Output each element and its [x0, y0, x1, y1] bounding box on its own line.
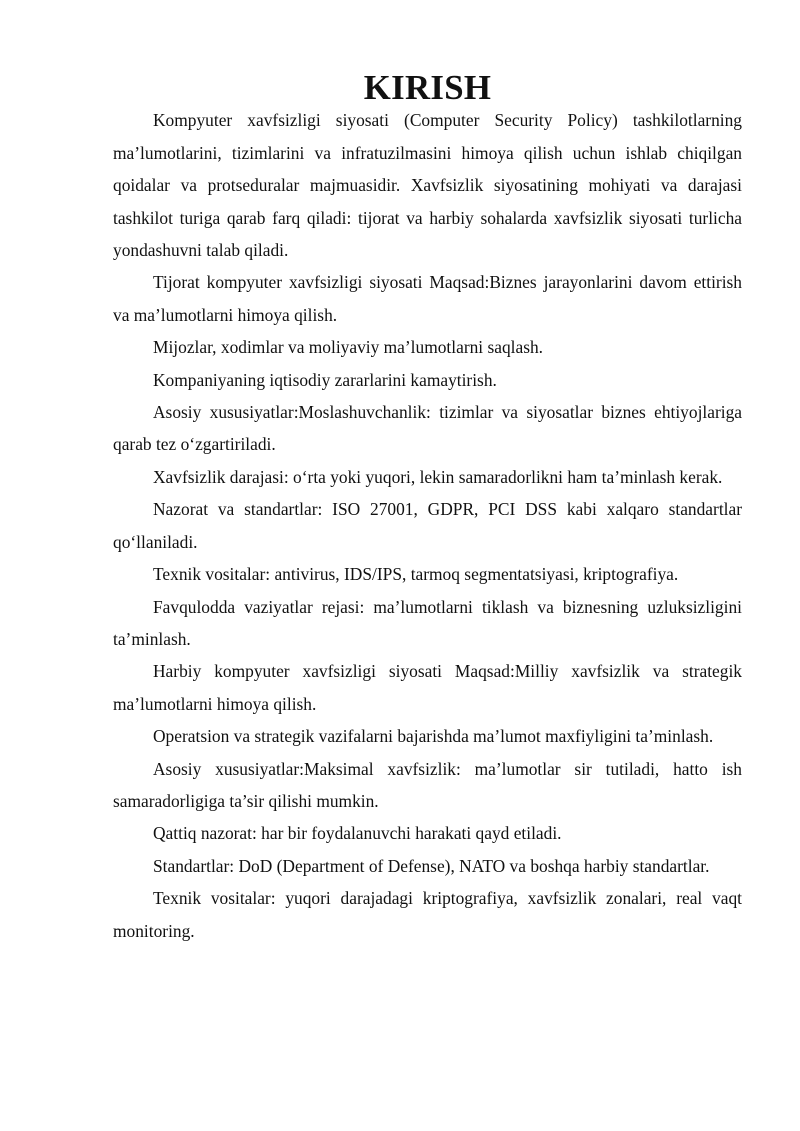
paragraph-commercial-standards: Nazorat va standartlar: ISO 27001, GDPR, PCI DSS kabi xalqaro standartlar qo‘llaniladi. [113, 499, 742, 552]
paragraph-military-goal: Harbiy kompyuter xavfsizligi siyosati Maqsad:Milliy xavfsizlik va strategik ma’lumotlarni himoya qilish. [113, 661, 742, 714]
page-title: KIRISH [363, 68, 492, 107]
document-page [113, 68, 742, 947]
paragraph-commercial-losses: Kompaniyaning iqtisodiy zararlarini kamaytirish. [153, 369, 497, 390]
paragraph-commercial-clients: Mijozlar, xodimlar va moliyaviy ma’lumotlarni saqlash. [153, 337, 544, 358]
paragraph-military-max-security: Asosiy xususiyatlar:Maksimal xavfsizlik: ma’lumotlar sir tutiladi, hatto ish samaradorligiga ta’sir qilishi mumkin. [113, 758, 742, 811]
paragraph-commercial-goal: Tijorat kompyuter xavfsizligi siyosati Maqsad:Biznes jarayonlarini davom ettirish va ma’lumotlarni himoya qilish. [113, 272, 742, 325]
paragraph-intro: Kompyuter xavfsizligi siyosati (Computer Security Policy) tashkilotlarning ma’lumotlarini, tizimlarini va infratuzilmasini himoya qilish uchun ishlab chiqilgan qoidalar va protseduralar majmuasidir. Xavfsizlik siyosatining mohiyati va darajasi tashkilot turiga qarab farq qiladi: tijorat va harbiy sohalarda xavfsizlik siyosati turlicha yondashuvni talab qiladi. [113, 110, 742, 261]
paragraph-commercial-flexibility: Asosiy xususiyatlar:Moslashuvchanlik: tizimlar va siyosatlar biznes ehtiyojlariga qarab tez o‘zgartiriladi. [113, 402, 742, 455]
paragraph-military-confidentiality: Operatsion va strategik vazifalarni bajarishda ma’lumot maxfiyligini ta’minlash. [153, 726, 714, 747]
paragraph-commercial-level: Xavfsizlik darajasi: o‘rta yoki yuqori, lekin samaradorlikni ham ta’minlash kerak. [153, 466, 723, 487]
paragraph-military-tools: Texnik vositalar: yuqori darajadagi kriptografiya, xavfsizlik zonalari, real vaqt monitoring. [113, 888, 742, 941]
paragraph-commercial-tools: Texnik vositalar: antivirus, IDS/IPS, tarmoq segmentatsiyasi, kriptografiya. [153, 564, 679, 585]
paragraph-military-standards: Standartlar: DoD (Department of Defense), NATO va boshqa harbiy standartlar. [153, 855, 710, 876]
paragraph-military-control: Qattiq nazorat: har bir foydalanuvchi harakati qayd etiladi. [153, 823, 562, 844]
paragraph-commercial-emergency: Favqulodda vaziyatlar rejasi: ma’lumotlarni tiklash va biznesning uzluksizligini ta’minlash. [113, 596, 742, 649]
